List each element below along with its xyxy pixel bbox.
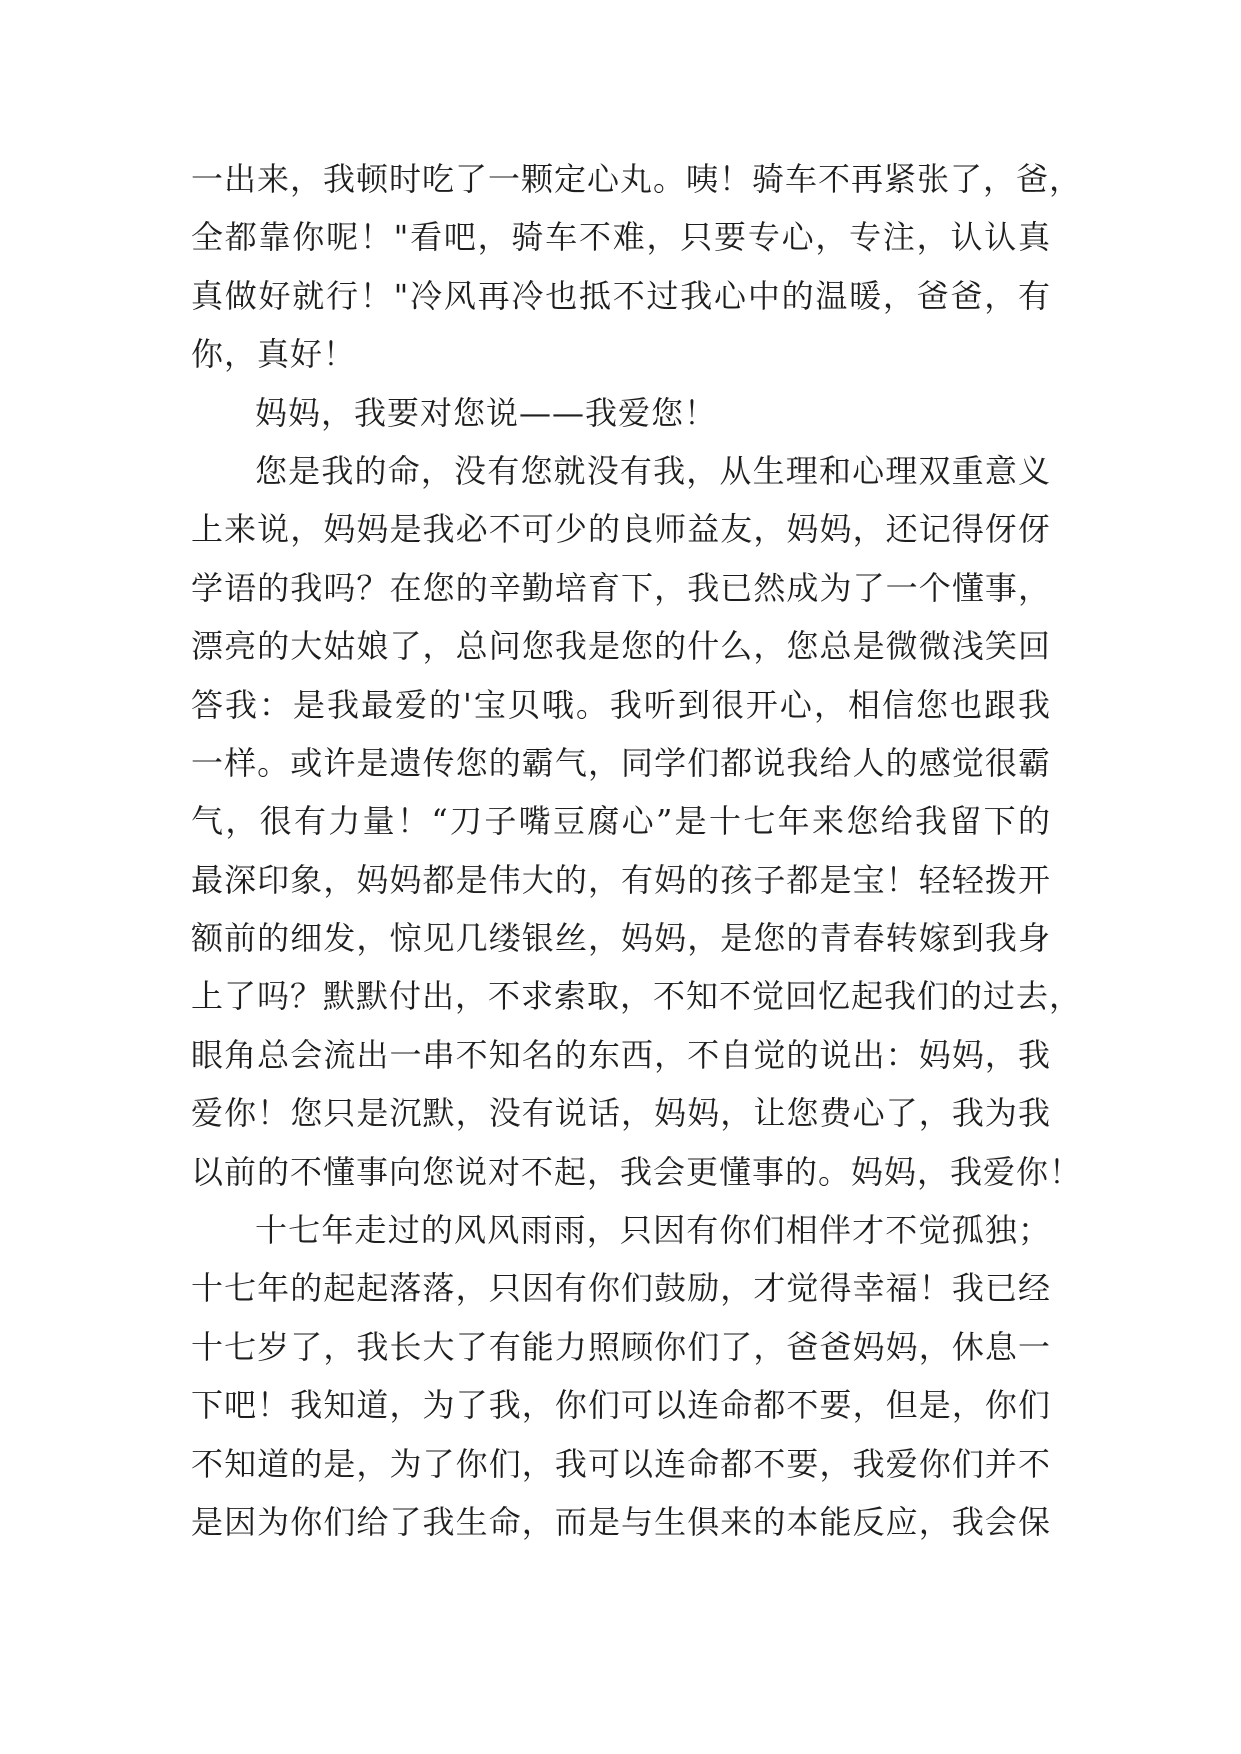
- text-line: 下吧！我知道，为了我，你们可以连命都不要，但是，你们: [191, 1386, 1051, 1425]
- text-line: 真做好就行！"冷风再冷也抵不过我心中的温暖，爸爸，有: [191, 276, 1051, 315]
- text-line: 以前的不懂事向您说对不起，我会更懂事的。妈妈，我爱你！: [191, 1152, 1083, 1191]
- text-line: 额前的细发，惊见几缕银丝，妈妈，是您的青春转嫁到我身: [191, 919, 1051, 958]
- text-line: 一出来，我顿时吃了一颗定心丸。咦！骑车不再紧张了，爸，: [191, 160, 1083, 198]
- text-line: 妈妈，我要对您说——我爱您！: [255, 393, 718, 432]
- text-line: 气，很有力量！“刀子嘴豆腐心”是十七年来您给我留下的: [191, 802, 1051, 841]
- document-body: [191, 150, 1083, 1551]
- text-line: 学语的我吗？在您的辛勤培育下，我已然成为了一个懂事，: [191, 568, 1051, 607]
- text-line: 漂亮的大姑娘了，总问您我是您的什么，您总是微微浅笑回: [191, 627, 1051, 666]
- text-line: 答我：是我最爱的'宝贝哦。我听到很开心，相信您也跟我: [191, 685, 1051, 724]
- text-line: 最深印象，妈妈都是伟大的，有妈的孩子都是宝！轻轻拨开: [191, 860, 1051, 899]
- text-line: 一样。或许是遗传您的霸气，同学们都说我给人的感觉很霸: [191, 743, 1051, 782]
- text-line: 不知道的是，为了你们，我可以连命都不要，我爱你们并不: [191, 1444, 1051, 1483]
- text-line: 眼角总会流出一串不知名的东西，不自觉的说出：妈妈，我: [191, 1035, 1051, 1074]
- text-line: 爱你！您只是沉默，没有说话，妈妈，让您费心了，我为我: [191, 1094, 1051, 1133]
- text-line: 十七年的起起落落，只因有你们鼓励，才觉得幸福！我已经: [191, 1269, 1051, 1308]
- text-line: 你，真好！: [191, 335, 357, 374]
- text-line: 十七岁了，我长大了有能力照顾你们了，爸爸妈妈，休息一: [191, 1327, 1051, 1366]
- text-line: 上了吗？默默付出，不求索取，不知不觉回忆起我们的过去，: [191, 977, 1083, 1016]
- text-line: 全都靠你呢！"看吧，骑车不难，只要专心，专注，认认真: [191, 218, 1051, 257]
- text-line: 是因为你们给了我生命，而是与生俱来的本能反应，我会保: [191, 1502, 1051, 1541]
- text-line: 您是我的命，没有您就没有我，从生理和心理双重意义: [255, 451, 1051, 490]
- text-line: 上来说，妈妈是我必不可少的良师益友，妈妈，还记得伢伢: [191, 510, 1051, 549]
- text-line: 十七年走过的风风雨雨，只因有你们相伴才不觉孤独；: [255, 1211, 1051, 1250]
